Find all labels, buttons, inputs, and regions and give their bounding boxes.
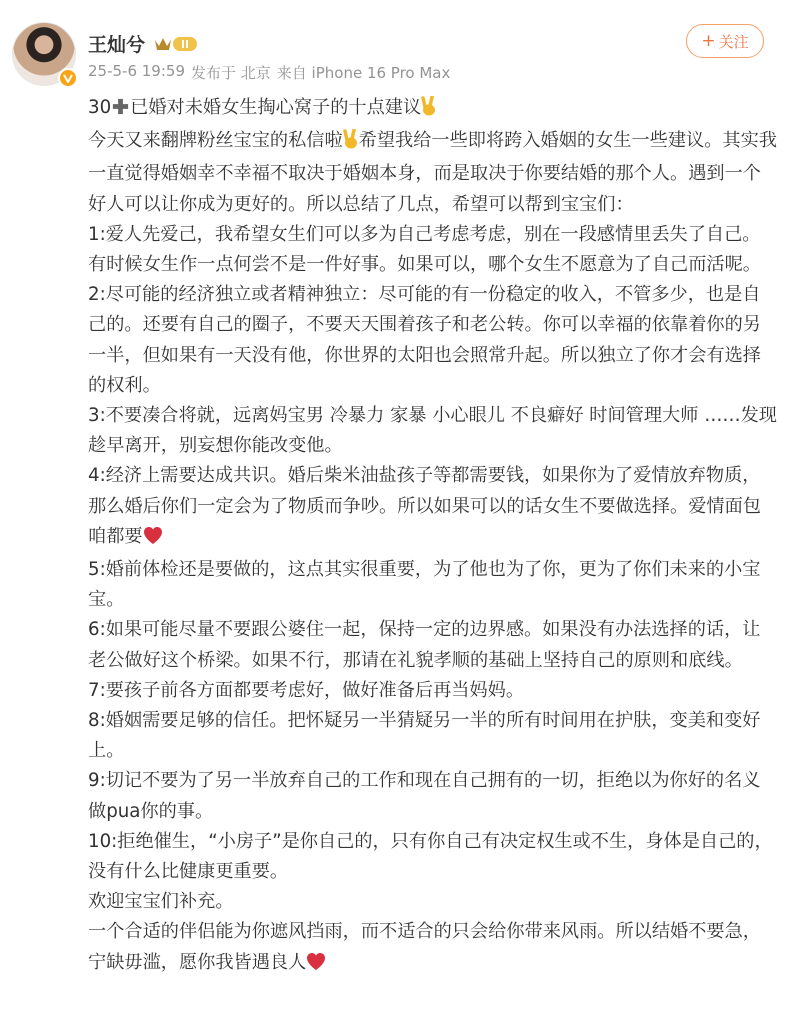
heart-icon: [143, 525, 163, 555]
victory-hand-icon: [343, 129, 359, 159]
post-title: [88, 93, 778, 126]
advice-6: 6:如果可能尽量不要跟公婆住一起，保持一定的边界感。如果没有办法选择的话，让老公做好这个桥梁。如果不行，那请在礼貌孝顺的基础上坚持自己的原则和底线。: [88, 619, 761, 671]
advice-3: 3:不要凑合将就，远离妈宝男 冷暴力 家暴 小心眼儿 不良癖好 时间管理大师 ……发现趁早离开，别妄想你能改变他。: [88, 405, 777, 457]
author-name[interactable]: 王灿兮: [88, 34, 146, 56]
verified-badge-icon: [58, 68, 78, 88]
follow-label: 关注: [718, 32, 749, 51]
advice-2: 2:尽可能的经济独立或者精神独立：尽可能的有一份稳定的收入，不管多少，也是自己的。还要有自己的圈子，不要天天围着孩子和老公转。你可以幸福的依靠着你的另一半，但如果有一天没有他，你世界的太阳也会照常升起。所以独立了你才会有选择的权利。: [88, 284, 761, 396]
post-date[interactable]: 25-5-6 19:59: [88, 62, 185, 80]
post-location: 发布于 北京: [191, 64, 271, 82]
plus-icon: [111, 96, 130, 126]
advice-7: 7:要孩子前各方面都要考虑好，做好准备后再当妈妈。: [88, 679, 525, 701]
post-content: [88, 93, 778, 981]
closing-line: 欢迎宝宝们补充。: [88, 891, 234, 913]
avatar-container[interactable]: [12, 22, 76, 86]
title-number: 30: [88, 97, 112, 118]
post-header: [0, 0, 791, 95]
intro-text-a: 今天又来翻牌粉丝宝宝的私信啦: [88, 130, 343, 152]
advice-4: [88, 461, 778, 555]
advice-9: 9:切记不要为了另一半放弃自己的工作和现在自己拥有的一切，拒绝以为你好的名义做pua你的事。: [88, 770, 761, 822]
vip-level-icon[interactable]: [153, 34, 199, 54]
advice-8: 8:婚姻需要足够的信任。把怀疑另一半猜疑另一半的所有时间用在护肤，变美和变好上。: [88, 710, 761, 762]
follow-button[interactable]: [686, 24, 764, 58]
advice-4-text: 4:经济上需要达成共识。婚后柴米油盐孩子等都需要钱，如果你为了爱情放弃物质，那么婚后你们一定会为了物质而争吵。所以如果可以的话女生不要做选择。爱情面包咱都要: [88, 465, 761, 547]
final-text: 一个合适的伴侣能为你遮风挡雨，而不适合的只会给你带来风雨。所以结婚不要急，宁缺毋滥，愿你我皆遇良人: [88, 921, 761, 973]
advice-5: 5:婚前体检还是要做的，这点其实很重要，为了他也为了你，更为了你们未来的小宝宝。: [88, 559, 761, 611]
intro-paragraph: [88, 126, 778, 220]
heart-icon: [306, 951, 326, 981]
final-paragraph: [88, 917, 778, 980]
post-source: 来自 iPhone 16 Pro Max: [276, 64, 451, 82]
victory-hand-icon: [421, 96, 437, 126]
title-text: 已婚对未婚女生掏心窝子的十点建议: [130, 97, 422, 118]
post-meta: [88, 62, 450, 83]
advice-10: 10:拒绝催生，“小房子”是你自己的，只有你自己有决定权生或不生，身体是自己的，没有什么比健康更重要。: [88, 830, 773, 883]
plus-icon: +: [701, 30, 716, 51]
intro-text-b: 希望我给一些即将跨入婚姻的女生一些建议。其实我一直觉得婚姻幸不幸福不取决于婚姻本身，而是取决于你要结婚的那个人。遇到一个好人可以让你成为更好的。所以总结了几点，希望可以帮到宝宝们：: [88, 130, 777, 215]
author-row: [88, 30, 199, 57]
advice-1: 1:爱人先爱己，我希望女生们可以多为自己考虑考虑，别在一段感情里丢失了自己。有时候女生作一点何尝不是一件好事。如果可以，哪个女生不愿意为了自己而活呢。: [88, 223, 761, 276]
